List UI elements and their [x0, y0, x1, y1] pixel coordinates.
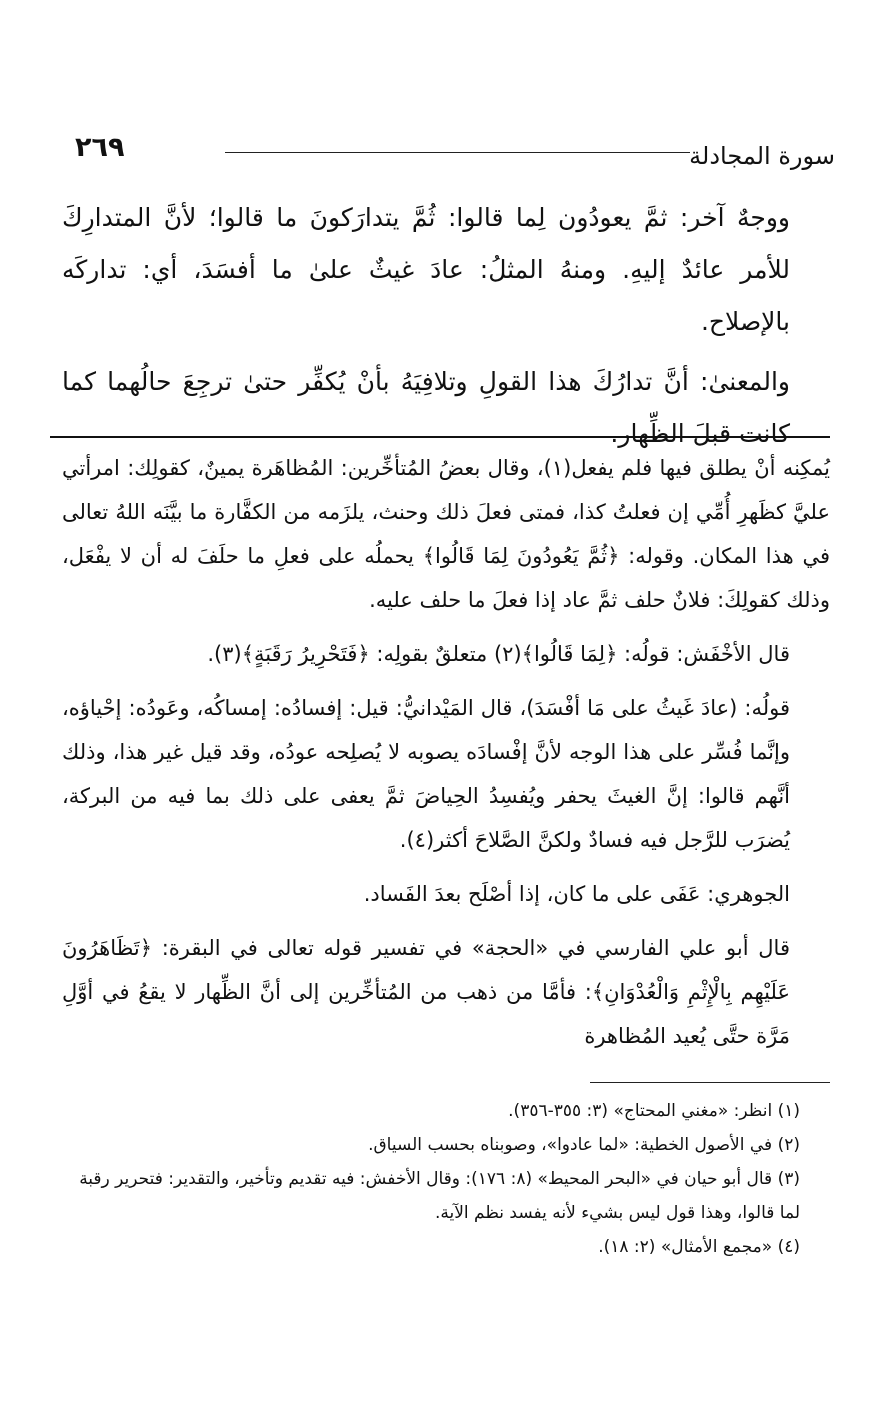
- main-paragraph-1: ووجهٌ آخر: ثمَّ يعودُون لِما قالوا: ثُمَّ يتدارَكونَ ما قالوا؛ لأنَّ المتدارِكَ للأمر عائدٌ إليهِ. ومنهُ المثلُ: عادَ غيثٌ علىٰ ما أفسَدَ، أي: تداركَه بالإصلاح.: [62, 203, 790, 336]
- text-commentary-separator: [50, 436, 830, 438]
- commentary-text: [62, 446, 830, 1068]
- main-text: [62, 192, 830, 468]
- footnote-3-continued: لما قالوا، وهذا قول ليس بشيء لأنه يفسد نظم الآية.: [434, 1203, 800, 1223]
- commentary-paragraph-3: قولُه: (عادَ غَيثُ على مَا أفْسَدَ)، قال المَيْدانيُّ: قيل: إفسادُه: إمساكُه، وعَودُه: إحْياؤه، وإنَّما فُسِّر على هذا الوجه لأنَّ إفْسادَه يصوبه لا يُصلِحه عودُه، وقد قيل غير هذا، وذلك أنَّهم قالوا: إنَّ الغيثَ يحفر ويُفسِدُ الحِياضَ ثمَّ يعفى على ذلك بما فيه من البركة، يُضرَب للرَّجل فيه فسادٌ ولكنَّ الصَّلاحَ أكثر(٤).: [62, 696, 790, 852]
- footnote-3: (٣) قال أبو حيان في «البحر المحيط» (٨: ١٧٦): وقال الأخفش: فيه تقديم وتأخير، والتقدير: فتحرير رقبة: [79, 1169, 800, 1189]
- page-number: ٢٦٩: [75, 132, 125, 163]
- page-header: [75, 132, 835, 172]
- commentary-paragraph-5: قال أبو علي الفارسي في «الحجة» في تفسير قوله تعالى في البقرة: ﴿تَظَاهَرُونَ عَلَيْهِم بِالْإِثْمِ وَالْعُدْوَانِ﴾: فأمَّا من ذهب من المُتأخِّرين إلى أنَّ الظِّهار لا يقعُ في أوَّلِ مَرَّة حتَّى يُعيد المُظاهرة: [62, 936, 790, 1048]
- commentary-paragraph-1: يُمكِنه أنْ يطلق فيها فلم يفعل(١)، وقال بعضُ المُتأخِّرين: المُظاهَرة يمينٌ، كقولِك: امرأتي عليَّ كظَهرِ أُمِّي إن فعلتُ كذا، فمتى فعلَ ذلك وحنث، يلزَمه من الكفَّارة ما بيَّنَه اللهُ تعالى في هذا المكان. وقوله: ﴿ثُمَّ يَعُودُونَ لِمَا قَالُوا﴾ يحملُه على فعلِ ما حلَفَ له أن لا يفْعَل، وذلك كقولِكَ: فلانٌ حلف ثمَّ عاد إذا فعلَ ما حلف عليه.: [62, 456, 831, 612]
- footnote-4: (٤) «مجمع الأمثال» (٢: ١٨).: [598, 1237, 800, 1257]
- commentary-paragraph-4: الجوهري: عَفَى على ما كان، إذا أصْلَح بعدَ الفَساد.: [363, 882, 790, 906]
- footnote-2: (٢) في الأصول الخطية: «لما عادوا»، وصوبناه بحسب السياق.: [368, 1135, 800, 1155]
- footnotes: [62, 1094, 830, 1264]
- footnote-1: (١) انظر: «مغني المحتاج» (٣: ٣٥٥-٣٥٦).: [508, 1101, 800, 1121]
- header-rule: [225, 152, 690, 153]
- main-paragraph-2: والمعنىٰ: أنَّ تدارُكَ هذا القولِ وتلافِيَهُ بأنْ يُكفِّر حتىٰ ترجِعَ حالُهما كما كانت قبلَ الظِّهار.: [62, 367, 790, 448]
- footnote-separator: [590, 1082, 830, 1083]
- commentary-paragraph-2: قال الأخْفَش: قولُه: ﴿لِمَا قَالُوا﴾(٢) متعلقٌ بقولِه: ﴿فَتَحْرِيرُ رَقَبَةٍ﴾(٣).: [207, 642, 790, 666]
- surah-title: سورة المجادلة: [689, 142, 835, 170]
